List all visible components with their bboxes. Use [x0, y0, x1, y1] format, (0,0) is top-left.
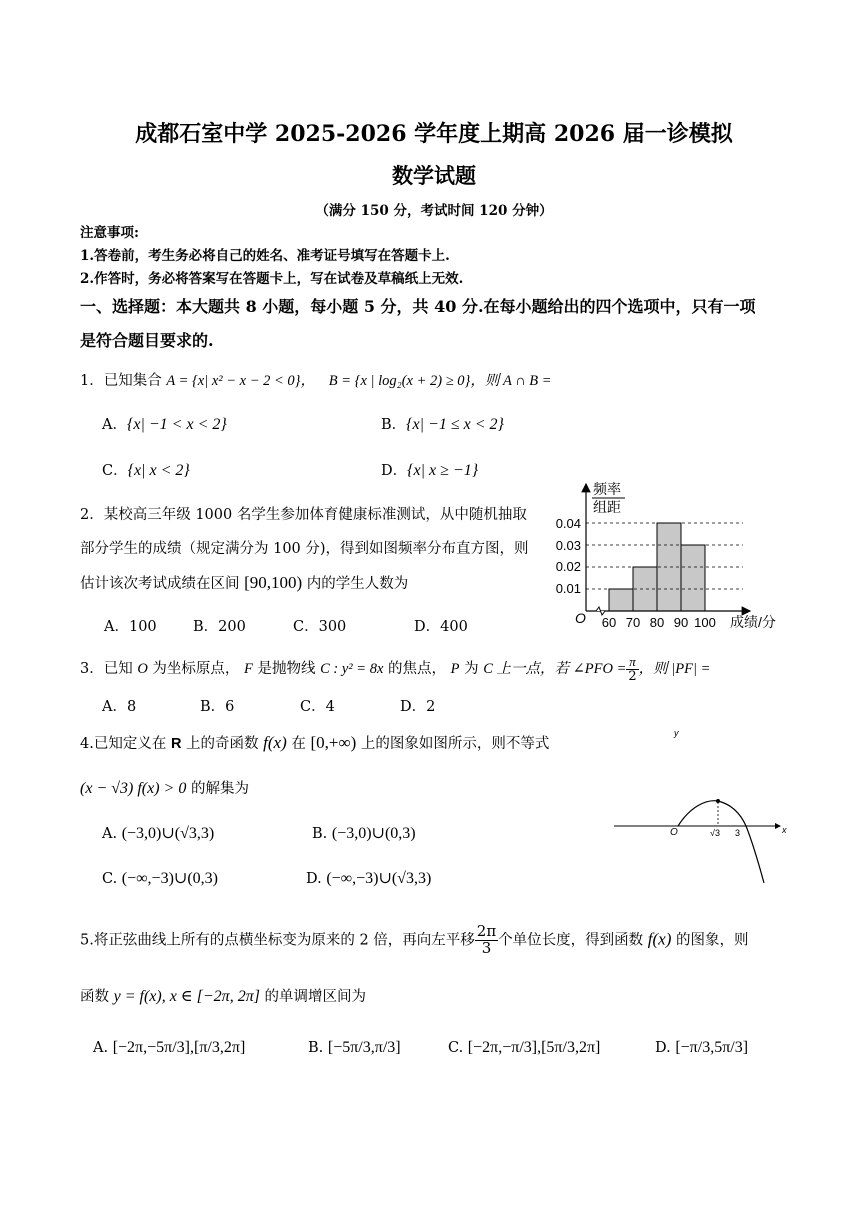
q5-option-c[interactable]: C. [−2π,−π/3],[5π/3,2π]	[448, 1039, 601, 1056]
q2-option-d[interactable]: D．400	[414, 619, 468, 635]
function-curve	[678, 801, 764, 883]
q2-line3: 估计该次考试成绩在区间 [90,100) 内的学生人数为	[80, 573, 409, 592]
q2-option-a[interactable]: A．100	[104, 619, 157, 635]
y-tick-label: 0.03	[555, 538, 581, 553]
histogram-origin: O	[575, 610, 586, 626]
q3-option-b[interactable]: B．6	[200, 699, 235, 715]
graph-x-label: x	[782, 825, 787, 835]
function-graph	[610, 725, 790, 890]
q3-stem: 3．已知 O 为坐标原点， F 是抛物线 C : y² = 8x 的焦点， P 为 C 上一点，若 ∠PFO = $\frac{\pi}{2}$ ，则 |PF| =	[80, 654, 711, 684]
q3-parabola: C : y² = 8x	[320, 661, 384, 678]
x-tick-label: 70	[625, 615, 641, 630]
q1-set-b: B = {x | log₂(x + 2) ≥ 0}，则 A ∩ B =	[328, 373, 552, 389]
q1-set-a: A = {x| x² − x − 2 < 0}，	[166, 373, 315, 389]
q4-inequality: (x − √3) f(x) > 0	[80, 780, 187, 797]
histogram-ylabel-top: 频率	[593, 481, 621, 497]
section-heading-line1: 一、选择题：本大题共 8 小题，每小题 5 分，共 40 分.在每小题给出的四个选项中，只有一项	[80, 297, 756, 316]
q5-shift-fraction: $\frac{2\pi}{3}$	[476, 922, 497, 957]
q3-angle-fraction: $\frac{\pi}{2}$	[628, 654, 637, 684]
q2-option-c[interactable]: C．300	[293, 619, 347, 635]
note-item-1: 1.答卷前，考生务必将自己的姓名、准考证号填写在答题卡上.	[80, 248, 450, 264]
q5-option-b[interactable]: B. [−5π/3,π/3]	[308, 1039, 401, 1056]
q1-option-c[interactable]: C．{x| x < 2}	[102, 462, 190, 479]
section-heading-line2: 是符合题目要求的.	[80, 331, 214, 350]
q5-line2: 函数 y = f(x), x ∈ [−2π, 2π] 的单调增区间为	[80, 988, 367, 1005]
histogram-bar	[609, 589, 633, 611]
x-tick-label: 100	[694, 615, 716, 630]
graph-y-label: y	[674, 728, 679, 738]
x-tick-label: 80	[649, 615, 665, 630]
q4-option-d[interactable]: D. (−∞,−3)∪(√3,3)	[306, 870, 432, 887]
q3-option-a[interactable]: A．8	[102, 699, 137, 715]
axis-break-mark	[586, 607, 605, 615]
y-tick-label: 0.04	[555, 516, 581, 531]
exam-meta: （满分 150 分，考试时间 120 分钟）	[315, 203, 553, 219]
q2-line1: 2．某校高三年级 1000 名学生参加体育健康标准测试，从中随机抽取	[80, 507, 527, 523]
q1-text: 1．已知集合	[80, 373, 167, 389]
max-point	[716, 799, 720, 803]
exam-subtitle: 数学试题	[392, 163, 476, 188]
q4-option-c[interactable]: C. (−∞,−3)∪(0,3)	[102, 870, 218, 887]
q1-option-a[interactable]: A．{x| −1 < x < 2}	[102, 416, 227, 433]
q4-option-a[interactable]: A. (−3,0)∪(√3,3)	[102, 825, 215, 842]
question-1-stem	[80, 369, 552, 390]
y-tick-label: 0.01	[555, 581, 581, 596]
q4-option-b[interactable]: B. (−3,0)∪(0,3)	[312, 825, 416, 842]
histogram-chart	[545, 470, 805, 635]
y-tick-label: 0.02	[555, 559, 581, 574]
q2-interval: [90,100)	[244, 573, 303, 592]
graph-origin: O	[670, 827, 678, 838]
q2-option-b[interactable]: B．200	[193, 619, 246, 635]
q1-option-d[interactable]: D．{x| x ≥ −1}	[381, 462, 479, 479]
graph-tick-sqrt3: √3	[710, 828, 720, 838]
graph-tick-3: 3	[735, 828, 741, 838]
histogram-ylabel-bottom: 组距	[593, 499, 621, 515]
exam-title: 成都石室中学 2025-2026 学年度上期高 2026 届一诊模拟	[135, 121, 733, 147]
q3-option-c[interactable]: C．4	[300, 699, 335, 715]
q3-option-d[interactable]: D．2	[400, 699, 436, 715]
q5-option-a[interactable]: A. [−2π,−5π/3],[π/3,2π]	[93, 1039, 246, 1056]
x-tick-label: 90	[673, 615, 689, 630]
q1-option-b[interactable]: B．{x| −1 ≤ x < 2}	[381, 416, 504, 433]
x-tick-label: 60	[601, 615, 617, 630]
q4-line2: (x − √3) f(x) > 0 的解集为	[80, 780, 249, 797]
q2-line2: 部分学生的成绩（规定满分为 100 分)，得到如图频率分布直方图，则	[80, 541, 529, 557]
notes-heading: 注意事项:	[80, 225, 139, 241]
q4-line1: 4.已知定义在 R 上的奇函数 f(x) 在 [0,+∞) 上的图象如图所示，则不等式	[80, 733, 550, 752]
q5-option-d[interactable]: D. [−π/3,5π/3]	[655, 1039, 749, 1056]
note-item-2: 2.作答时，务必将答案写在答题卡上，写在试卷及草稿纸上无效.	[80, 271, 464, 287]
histogram-xlabel: 成绩/分	[730, 614, 776, 630]
histogram-bar	[681, 545, 705, 611]
q5-line1: 5.将正弦曲线上所有的点横坐标变为原来的 2 倍，再向左平移 $\frac{2\pi}{3}$ 个单位长度，得到函数 f(x) 的图象，则	[80, 922, 749, 957]
q5-function: y = f(x), x ∈ [−2π, 2π]	[113, 988, 260, 1005]
